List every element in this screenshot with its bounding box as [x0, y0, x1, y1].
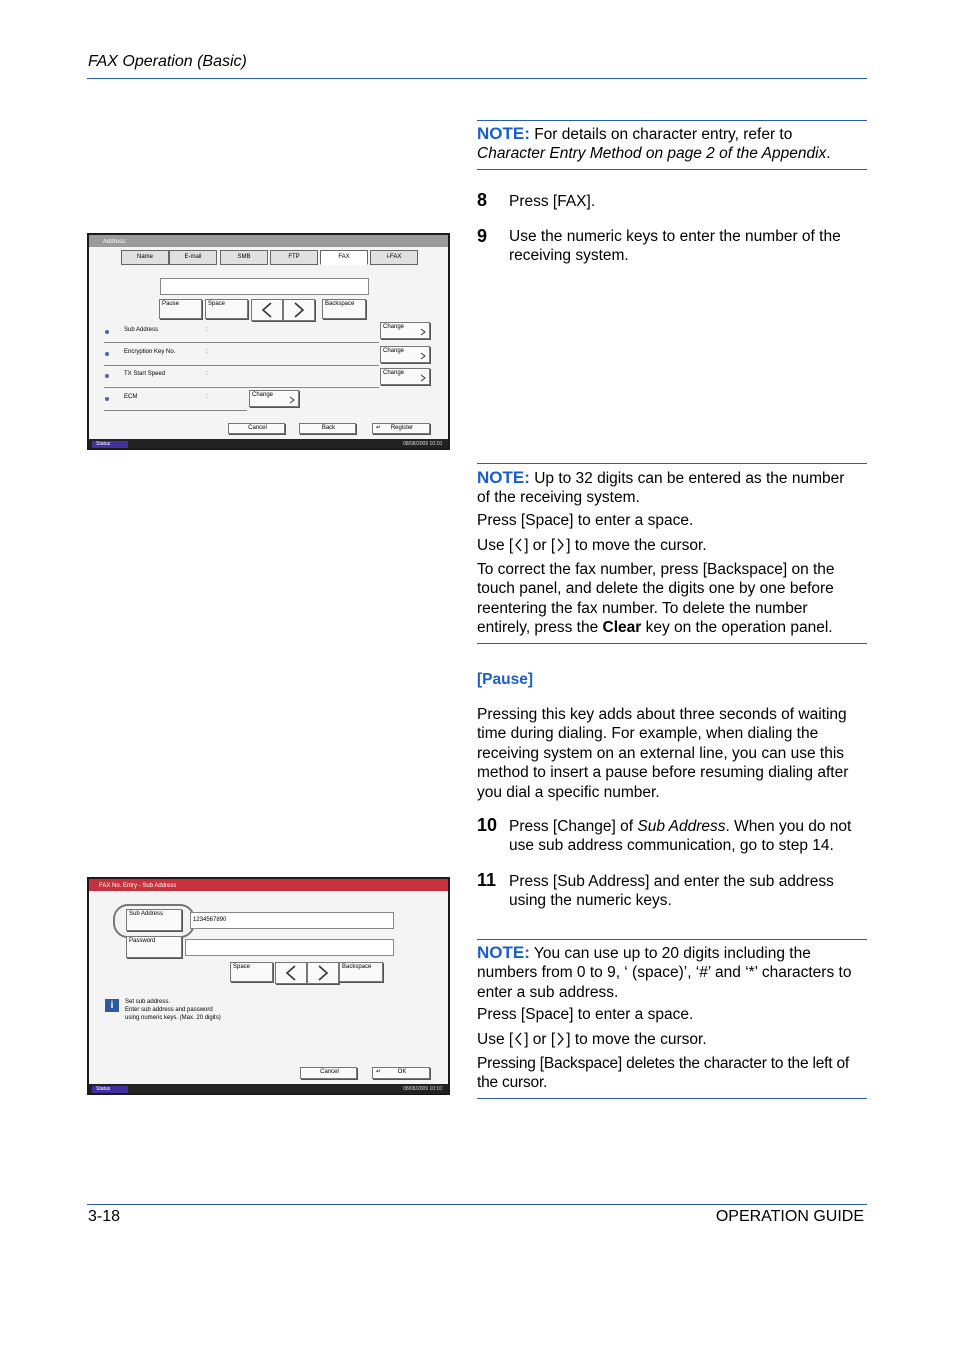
- cursor-right-button[interactable]: [307, 962, 339, 984]
- status-button[interactable]: Status: [92, 441, 128, 448]
- note3-cursor: [477, 1030, 707, 1049]
- chevron-right-icon: [555, 1032, 566, 1046]
- backspace-button[interactable]: Backspace: [322, 299, 366, 319]
- step-9-line2: receiving system.: [509, 247, 629, 265]
- change-tx-start-speed-button[interactable]: [380, 368, 430, 385]
- tab-fax[interactable]: FAX: [320, 250, 368, 265]
- step-10-b: Sub Address: [637, 818, 726, 835]
- chevron-right-icon: [420, 352, 426, 360]
- note3-top-rule: [477, 939, 867, 940]
- cursor-left-button[interactable]: [251, 299, 283, 321]
- note1-bottom-rule: [477, 169, 867, 170]
- chevron-left-icon: [513, 1032, 524, 1046]
- correct-line3: reentering the fax number. To delete the number: [477, 599, 808, 617]
- row-divider: [104, 342, 379, 343]
- step-8-text: Press [FAX].: [509, 193, 596, 210]
- bullet-icon: [105, 374, 109, 378]
- note1: [477, 124, 869, 164]
- note1-ref: Character Entry Method on page 2 of the Appendix: [477, 145, 827, 163]
- status-bar: [89, 1084, 448, 1093]
- highlight-oval: [112, 903, 196, 939]
- cursor-left-button[interactable]: [275, 962, 307, 984]
- cancel-button[interactable]: Cancel: [300, 1067, 357, 1079]
- pause-line4: method to insert a pause before resuming dialing after: [477, 764, 849, 782]
- register-label: Register: [390, 425, 414, 431]
- note2-line2: of the receiving system.: [477, 489, 640, 507]
- bullet-icon: [105, 330, 109, 334]
- guide-title: OPERATION GUIDE: [715, 1208, 864, 1225]
- use-text-b: ] or [: [524, 537, 556, 554]
- step-10-text: [509, 817, 869, 856]
- register-button[interactable]: [372, 423, 430, 434]
- step-11-number: 11: [477, 870, 497, 890]
- row-label-sub-address: Sub Address: [124, 327, 159, 333]
- change-label: Change: [383, 348, 405, 354]
- info-line3: using numeric keys. (Max. 20 digits): [125, 1015, 221, 1021]
- step-10-a: Press [Change] of: [509, 818, 638, 835]
- row-divider: [104, 410, 247, 411]
- info-line1: Set sub address.: [125, 999, 171, 1005]
- info-icon: i: [105, 999, 119, 1012]
- chevron-right-icon: [308, 963, 338, 983]
- change-label: Change: [383, 370, 405, 376]
- note3-label: NOTE:: [477, 943, 530, 962]
- chevron-right-icon: [284, 300, 314, 320]
- cancel-button[interactable]: Cancel: [228, 423, 285, 434]
- correct-line1: To correct the fax number, press [Backspace] on the: [477, 561, 835, 578]
- step-11-text: [509, 872, 869, 911]
- screen-title: FAX No. Entry - Sub Address: [99, 883, 177, 889]
- screen-title-bar: [89, 235, 448, 247]
- step-10-number: 10: [477, 815, 498, 835]
- note2-space: Press [Space] to enter a space.: [477, 512, 694, 529]
- correct-line4c: key on the operation panel.: [641, 619, 833, 637]
- use-text-c: ] to move the cursor.: [566, 537, 707, 554]
- password-field[interactable]: [185, 939, 394, 956]
- note2-label: NOTE:: [477, 468, 530, 487]
- note3-line3: enter a sub address.: [477, 983, 619, 1001]
- page-number: 3-18: [88, 1208, 121, 1225]
- row-label-encryption-key: Encryption Key No.: [124, 349, 176, 355]
- cursor-right-button[interactable]: [283, 299, 315, 321]
- fax-number-input[interactable]: [160, 278, 369, 295]
- note1-top-rule: [477, 120, 867, 121]
- row-colon: :: [206, 371, 208, 377]
- pause-line2: time during dialing. For example, when dialing the: [477, 725, 819, 743]
- sub-address-value: 1234567890: [193, 917, 227, 923]
- pause-heading: [Pause]: [477, 671, 533, 688]
- tab-name[interactable]: Name: [121, 250, 169, 265]
- backspace-line1: Pressing [Backspace] deletes the character to the left of: [477, 1055, 850, 1072]
- row-colon: :: [206, 349, 208, 355]
- info-text: [125, 998, 221, 1022]
- chevron-right-icon: [420, 328, 426, 336]
- screen-title: Address:: [103, 239, 127, 245]
- change-label: Change: [383, 324, 405, 330]
- correct-line2: touch panel, and delete the digits one by one before: [477, 580, 834, 598]
- chevron-right-icon: [289, 396, 295, 404]
- step-11-line1: Press [Sub Address] and enter the sub address: [509, 873, 834, 890]
- step-8-number: 8: [477, 190, 488, 210]
- change-sub-address-button[interactable]: [380, 322, 430, 339]
- step-11-line2: using the numeric keys.: [509, 892, 672, 910]
- note3-bottom-rule: [477, 1098, 867, 1099]
- clear-key-text: Clear: [602, 619, 642, 637]
- header-rule: [87, 78, 867, 79]
- tab-ifax[interactable]: i-FAX: [370, 250, 418, 265]
- bullet-icon: [105, 397, 109, 401]
- note2: [477, 468, 869, 508]
- step-10-d: use sub address communication, go to step 14.: [509, 837, 834, 855]
- row-colon: :: [206, 327, 208, 333]
- status-datetime: 08/08/2009 10:10: [403, 441, 442, 447]
- password-button[interactable]: Password: [126, 936, 182, 958]
- enter-icon: ↵: [376, 1069, 382, 1075]
- screenshot-address-screen: [87, 233, 450, 450]
- use-text-b: ] or [: [524, 1031, 556, 1048]
- note2-line1: Up to 32 digits can be entered as the number: [534, 470, 845, 487]
- ok-label: OK: [397, 1069, 407, 1075]
- status-datetime: 08/08/2009 10:10: [403, 1086, 442, 1092]
- tab-ftp[interactable]: FTP: [270, 250, 318, 265]
- sub-address-field[interactable]: [190, 912, 394, 929]
- back-button[interactable]: Back: [299, 423, 356, 434]
- pause-line3: receiving system on an external line, you can use this: [477, 744, 845, 762]
- note3-line2: numbers from 0 to 9, ‘ (space)’, ‘#’ and ‘*’ characters to: [477, 964, 852, 982]
- note1-end: .: [826, 145, 831, 163]
- info-line2: Enter sub address and password: [125, 1007, 213, 1013]
- change-label: Change: [252, 392, 274, 398]
- screen-title-bar: [89, 879, 448, 891]
- backspace-line2: the cursor.: [477, 1074, 548, 1092]
- space-button[interactable]: Space: [205, 299, 248, 319]
- sub-address-button[interactable]: Sub Address: [126, 909, 182, 931]
- bullet-icon: [105, 352, 109, 356]
- note2-bottom-rule: [477, 643, 867, 644]
- running-header: FAX Operation (Basic): [88, 53, 247, 70]
- row-colon: :: [206, 394, 208, 400]
- space-button[interactable]: Space: [230, 962, 273, 982]
- use-text-a: Use [: [477, 1031, 514, 1048]
- enter-icon: ↵: [376, 425, 382, 431]
- step-9-text: [509, 227, 869, 266]
- step-9-number: 9: [477, 226, 488, 246]
- status-bar: [89, 439, 448, 448]
- screenshot-sub-address-screen: [87, 877, 450, 1095]
- touch-panel-screen: [89, 235, 448, 448]
- tab-email[interactable]: E-mail: [169, 250, 217, 265]
- chevron-left-icon: [276, 963, 306, 983]
- correct-line4a: entirely, press the: [477, 619, 603, 637]
- row-divider: [104, 365, 379, 366]
- row-label-ecm: ECM: [124, 394, 138, 400]
- chevron-left-icon: [513, 538, 524, 552]
- change-encryption-key-button[interactable]: [380, 346, 430, 363]
- step-9-line1: Use the numeric keys to enter the number of the: [509, 228, 841, 245]
- note1-label: NOTE:: [477, 124, 530, 143]
- backspace-button[interactable]: Backspace: [339, 962, 383, 982]
- use-text-a: Use [: [477, 537, 514, 554]
- note3-backspace: [477, 1054, 869, 1093]
- chevron-left-icon: [252, 300, 282, 320]
- tab-smb[interactable]: SMB: [220, 250, 268, 265]
- status-button[interactable]: Status: [92, 1086, 128, 1093]
- note3-line1: You can use up to 20 digits including the: [533, 945, 811, 962]
- row-divider: [104, 387, 379, 388]
- pause-line5: you dial a specific number.: [477, 783, 660, 801]
- change-ecm-button[interactable]: [249, 390, 299, 407]
- chevron-right-icon: [420, 374, 426, 382]
- pause-description: [477, 705, 869, 802]
- touch-panel-screen: [89, 879, 448, 1093]
- note1-text: For details on character entry, refer to: [534, 126, 793, 143]
- note3: [477, 943, 869, 1002]
- pause-button[interactable]: Pause: [159, 299, 202, 319]
- footer-rule: [87, 1204, 867, 1205]
- note2-cursor: [477, 536, 707, 555]
- step-10-c: . When you do not: [725, 818, 852, 835]
- chevron-right-icon: [555, 538, 566, 552]
- note2-correct: [477, 560, 869, 638]
- note3-space: Press [Space] to enter a space.: [477, 1006, 694, 1023]
- use-text-c: ] to move the cursor.: [566, 1031, 707, 1048]
- pause-line1: Pressing this key adds about three seconds of waiting: [477, 706, 847, 723]
- ok-button[interactable]: [372, 1067, 430, 1079]
- row-label-tx-start-speed: TX Start Speed: [124, 371, 166, 377]
- note2-top-rule: [477, 463, 867, 464]
